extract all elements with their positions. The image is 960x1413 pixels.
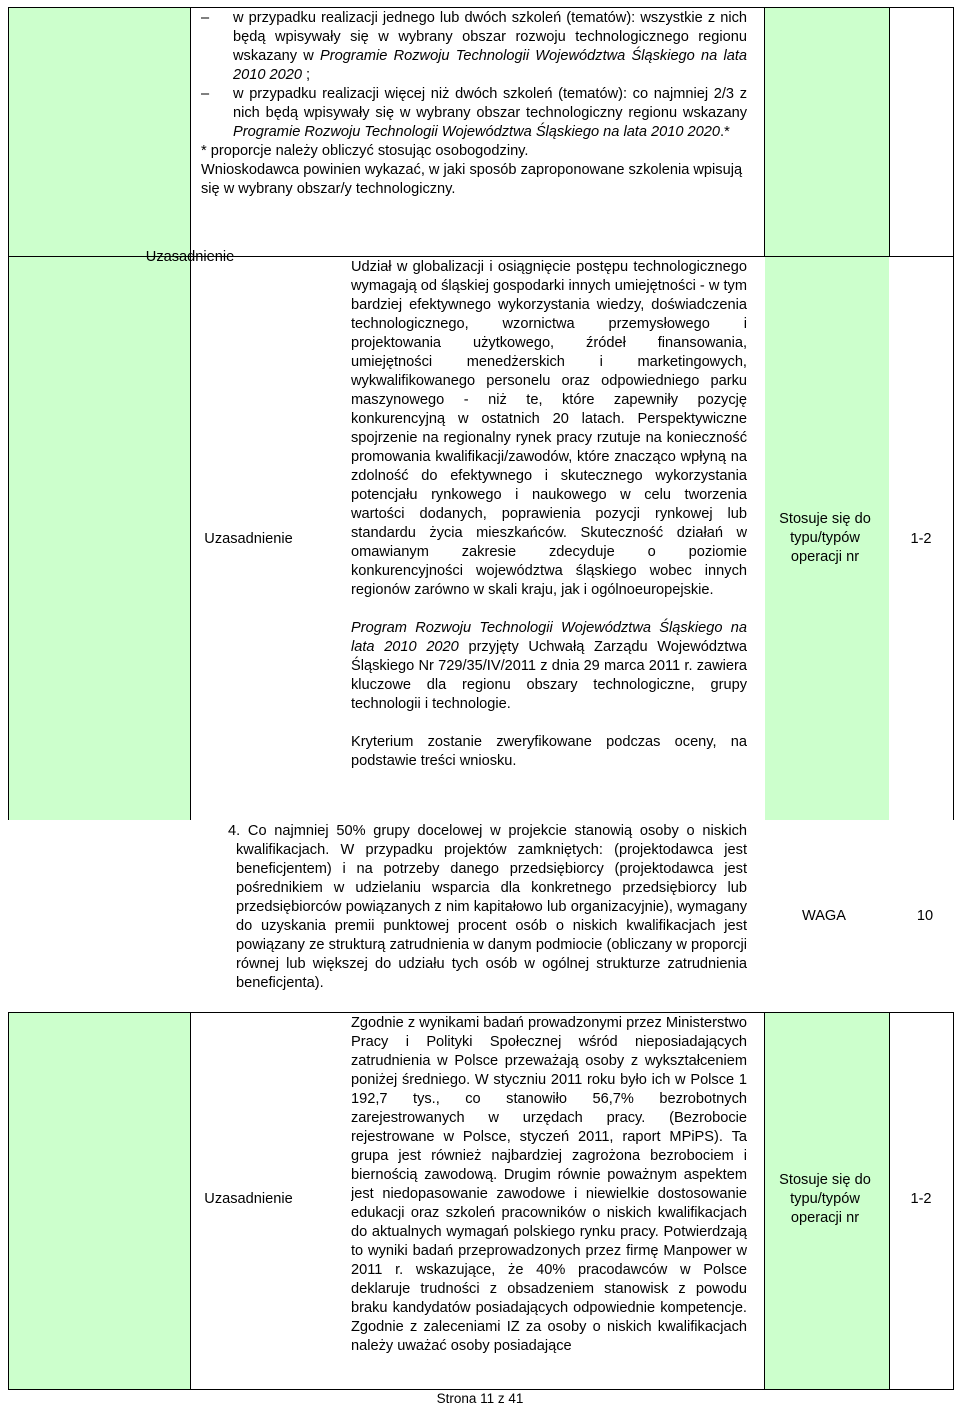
operation-types-2: 1-2 bbox=[910, 1191, 932, 1207]
page-number: Strona 11 z 41 bbox=[436, 1391, 524, 1406]
bullet-1-end: ; bbox=[302, 67, 311, 83]
footnote: * proporcje należy obliczyć stosując osobogodziny. bbox=[201, 143, 529, 159]
justification-label-2: Uzasadnienie bbox=[204, 1191, 293, 1207]
criterion-4-text: Co najmniej 50% grupy docelowej w projekcie stanowią osoby o niskich kwalifikacjach. W przypadku projektów zamkniętych: (projektodawca jest beneficjentem) i na potrzeby danego przedsiębiorcy (projektodawca jest pośrednikiem w udzielaniu wsparcia dla konkretnego przedsiębiorcy lub przedsiębiorców powiązanych z nim kapitałowo lub organizacyjnie), wymagany do uzyskania premii punktowej procent osób o niskich kwalifikacjach jest powiązany ze strukturą zatrudnienia w danym podmiocie (obliczany w proporcji równej lub większej do udziału tych osób w ogólnej strukturze zatrudnienia beneficjenta). bbox=[236, 823, 747, 991]
program-title: Programie Rozwoju Technologii Województwa Śląskiego na lata 2010 2020 bbox=[233, 48, 747, 83]
green-panel-left-row1 bbox=[8, 256, 190, 820]
border-left-row2 bbox=[8, 1012, 9, 1390]
border-right-row2 bbox=[953, 1012, 954, 1390]
bullet-item-1 bbox=[201, 9, 747, 85]
closing-note: Wnioskodawca powinien wykazać, w jaki sposób zaproponowane szkolenia wpisują się w wybrany obszar/y technologiczny. bbox=[201, 162, 743, 197]
justification-text-2 bbox=[351, 1014, 747, 1389]
criterion-number: 4. bbox=[228, 823, 241, 839]
applies-to-operations-1: Stosuje się do typu/typów operacji nr bbox=[779, 511, 871, 565]
green-panel-left-row2 bbox=[8, 1012, 190, 1390]
bullet-2-end: .* bbox=[720, 124, 730, 140]
weight-label: WAGA bbox=[801, 908, 847, 924]
program-title: Programie Rozwoju Technologii Województwa Śląskiego na lata 2010 2020 bbox=[233, 124, 721, 140]
operation-types-1: 1-2 bbox=[910, 531, 932, 547]
bullet-2-text: w przypadku realizacji więcej niż dwóch szkoleń (tematów): co najmniej 2/3 z nich będą wpisywały się w wybrany obszar technologiczny regionu wskazany bbox=[233, 86, 747, 121]
verification-note: Kryterium zostanie zweryfikowane podczas oceny, na podstawie treści wniosku. bbox=[351, 734, 747, 769]
border-col-2b bbox=[764, 1012, 765, 1390]
paragraph-2-rest: przyjęty Uchwałą Zarządu Województwa Śląskiego Nr 729/35/IV/2011 z dnia 29 marca 2011 r. zawiera kluczowe dla regionu obszary technologiczne, grupy technologii i technologie. bbox=[351, 639, 747, 712]
dash-marker: – bbox=[201, 10, 210, 26]
program-title: Program Rozwoju Technologii Województwa Śląskiego na lata 2010 2020 bbox=[351, 620, 747, 655]
border-col-1 bbox=[190, 7, 191, 820]
border-outer-left bbox=[8, 7, 9, 820]
border-col-3 bbox=[889, 7, 890, 257]
criterion-4 bbox=[228, 822, 747, 993]
applies-to-operations-2: Stosuje się do typu/typów operacji nr bbox=[779, 1172, 871, 1226]
weight-value: 10 bbox=[916, 908, 934, 924]
justification-text-1 bbox=[351, 258, 747, 771]
border-col-2 bbox=[764, 7, 765, 257]
dash-marker: – bbox=[201, 86, 210, 102]
bullet-1-text: w przypadku realizacji jednego lub dwóch szkoleń (tematów): wszystkie z nich będą wpisywały się w wybrany obszar rozwoju technologicznego regionu wskazany w bbox=[233, 10, 747, 64]
justification-paragraph-2 bbox=[351, 619, 747, 714]
border-row-2 bbox=[8, 1012, 954, 1013]
green-panel-left-top bbox=[8, 8, 190, 256]
border-outer-right bbox=[953, 7, 954, 820]
justification-paragraph-3: Zgodnie z wynikami badań prowadzonymi przez Ministerstwo Pracy i Polityki Społecznej wśród nieposiadających zatrudnienia w Polsce przeważają osoby z wykształceniem poniżej średniego. W styczniu 2011 roku było ich w Polsce 1 192,7 tys., co stanowiło 56,7% bezrobotnych zarejestrowanych w urzędach pracy. (Bezrobocie rejestrowane w Polsce, styczeń 2011, raport MPiPS). Ta grupa jest również najbardziej zagrożona bezrobociem i biernością zawodową. Drugim równie poważnym aspektem jest niedopasowanie zawodowe i niewielkie dostosowanie edukacji oraz szkoleń pracowników o niskich kwalifikacjach do aktualnych wymagań polskiego rynku pracy. Potwierdzają to wyniki badań przeprowadzonych przez firmę Manpower w 2011 r. wskazujące, że 40% pracodawców w Polsce deklaruje trudności z obsadzeniem stanowisk z powodu braku kandydatów posiadających odpowiednie kompetencje. Zgodnie z zaleceniami IZ za osoby o niskich kwalifikacjach należy uważać osoby posiadające bbox=[351, 1015, 747, 1354]
green-panel-right-top bbox=[765, 8, 889, 256]
justification-label-1: Uzasadnienie bbox=[204, 531, 293, 547]
top-criterion-text bbox=[201, 9, 747, 199]
justification-paragraph-1: Udział w globalizacji i osiągnięcie postępu technologicznego wymagają od śląskiej gospodarki innych umiejętności - w tym bardziej efektywnego wykorzystania wiedzy, doświadczenia technologicznego, wzornictwa przemysłowego i projektowania użytkowego, źródeł finansowania, umiejętności menedżerskich i marketingowych, wykwalifikowanego personelu oraz odpowiedniego parku maszynowego - niż te, które zapewniły pozycję konkurencyjną w ostatnich 20 latach. Perspektywiczne spojrzenie na regionalny rynek pracy rzutuje na konieczność promowania kwalifikacji/zawodów, które znacząco wpłyną na zdolność do efektywnego i skutecznego wykorzystania potencjału rynkowego i naukowego w celu tworzenia wartości dodanych, poprawienia pozycji rynkowej lub standardu życia mieszkańców. Skuteczność działań w omawianym zakresie zdecyduje o poziomie konkurencyjności województwa śląskiego wobec innych regionów zarówno w skali kraju, jak i ogólnoeuropejskie. bbox=[351, 259, 747, 598]
bullet-item-2 bbox=[201, 85, 747, 142]
border-top bbox=[8, 7, 954, 8]
